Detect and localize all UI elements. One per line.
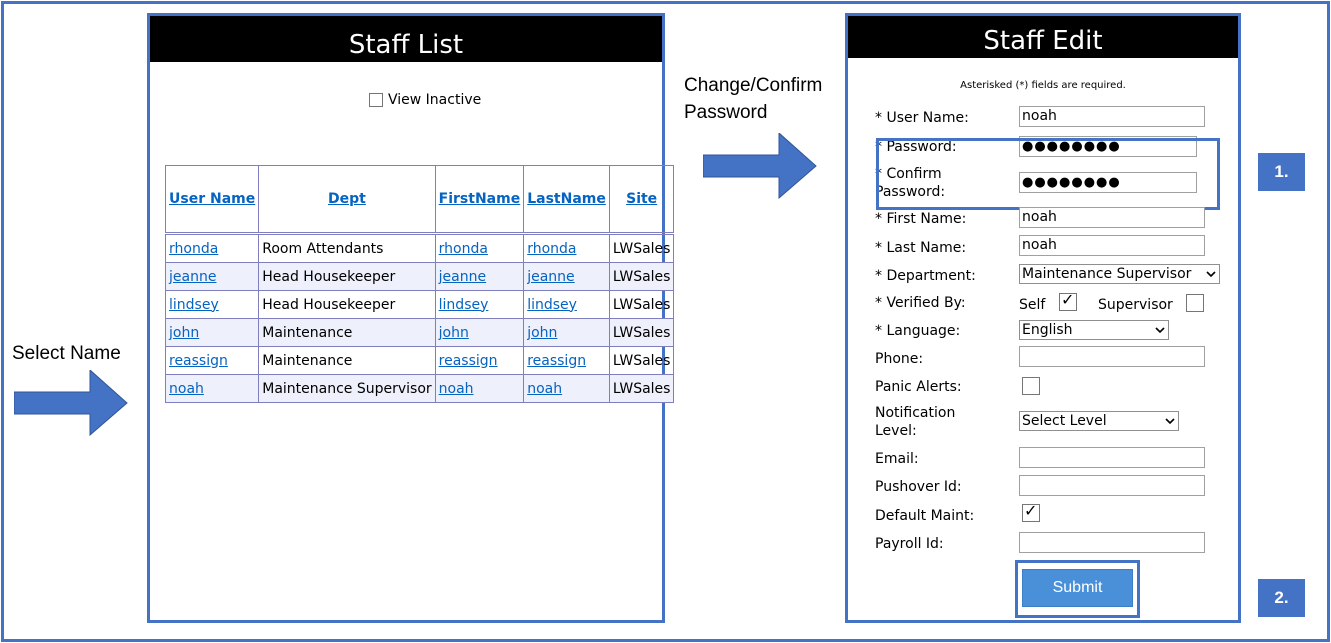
step-badge-2: 2. [1258,579,1305,617]
cell-lastname[interactable]: lindsey [524,291,610,319]
confirm-label-line-1: * Confirm [875,166,942,182]
first-name-label: * First Name: [875,211,967,227]
supervisor-checkbox[interactable] [1186,294,1204,312]
arrow-right-icon [14,370,128,436]
cell-dept: Head Housekeeper [259,291,435,319]
cell-lastname[interactable]: jeanne [524,263,610,291]
notification-label-line-1: Notification [875,405,956,421]
default-maint-label: Default Maint: [875,508,975,524]
self-label: Self [1019,297,1046,313]
submit-highlight-box [1015,560,1140,618]
cell-firstname[interactable]: lindsey [435,291,524,319]
notification-level-select[interactable] [1019,411,1179,431]
user-name-label: * User Name: [875,110,969,126]
cell-dept: Head Housekeeper [259,263,435,291]
cell-site: LWSales [609,319,674,347]
department-label: * Department: [875,268,976,284]
email-label: Email: [875,451,919,467]
confirm-label-line-2: Password: [875,184,946,200]
last-name-input[interactable]: noah [1019,235,1205,256]
verified-by-label: * Verified By: [875,295,966,311]
view-inactive-checkbox[interactable] [369,93,383,107]
first-name-input[interactable]: noah [1019,207,1205,228]
cell-user-name[interactable]: jeanne [166,263,259,291]
select-name-caption: Select Name [12,343,121,364]
cell-lastname[interactable]: reassign [524,347,610,375]
password-input[interactable]: ●●●●●●●● [1019,136,1197,157]
step-badge-1: 1. [1258,153,1305,191]
pushover-id-label: Pushover Id: [875,479,962,495]
notification-level-value: Select Level [1022,413,1107,429]
department-select[interactable] [1019,264,1220,284]
table-row[interactable] [166,234,674,263]
staff-edit-title: Staff Edit [848,16,1238,58]
cell-user-name[interactable]: john [166,319,259,347]
pushover-id-input[interactable] [1019,475,1205,496]
column-header-lastname[interactable]: LastName [524,166,610,234]
cell-site: LWSales [609,291,674,319]
cell-dept: Room Attendants [259,234,435,263]
cell-dept: Maintenance [259,347,435,375]
cell-dept: Maintenance Supervisor [259,375,435,403]
chevron-down-icon [1165,416,1175,426]
cell-site: LWSales [609,347,674,375]
user-name-input[interactable]: noah [1019,106,1205,127]
default-maint-checkbox[interactable] [1022,501,1040,522]
cell-firstname[interactable]: noah [435,375,524,403]
email-input[interactable] [1019,447,1205,468]
notification-level-label [875,404,955,440]
cell-user-name[interactable]: noah [166,375,259,403]
cell-firstname[interactable]: reassign [435,347,524,375]
change-password-caption [684,72,822,126]
arrow-right-icon [703,133,817,199]
notification-label-line-2: Level: [875,423,917,439]
table-row[interactable] [166,347,674,375]
payroll-id-input[interactable] [1019,532,1205,553]
view-inactive-label: View Inactive [388,92,482,108]
password-label: * Password: [875,139,957,155]
phone-input[interactable] [1019,346,1205,367]
cell-site: LWSales [609,263,674,291]
cell-lastname[interactable]: john [524,319,610,347]
language-value: English [1022,322,1073,338]
staff-list-title: Staff List [150,16,662,62]
password-highlight-box [876,138,1220,210]
panic-alerts-label: Panic Alerts: [875,379,962,395]
department-value: Maintenance Supervisor [1022,266,1192,282]
cell-user-name[interactable]: lindsey [166,291,259,319]
confirm-password-input[interactable]: ●●●●●●●● [1019,172,1197,193]
check-icon: ✓ [1061,290,1075,309]
submit-button[interactable]: Submit [1022,569,1133,607]
staff-table [165,165,674,403]
supervisor-label: Supervisor [1098,297,1173,313]
column-header-site[interactable]: Site [609,166,674,234]
cell-user-name[interactable]: reassign [166,347,259,375]
cell-lastname[interactable]: rhonda [524,234,610,263]
cell-firstname[interactable]: john [435,319,524,347]
staff-edit-panel [845,13,1241,623]
cell-site: LWSales [609,234,674,263]
column-header-user-name[interactable]: User Name [166,166,259,234]
panic-alerts-checkbox[interactable] [1022,377,1040,395]
language-label: * Language: [875,323,961,339]
last-name-label: * Last Name: [875,240,967,256]
check-icon: ✓ [1024,501,1038,520]
caption-line-1: Change/Confirm [684,75,823,96]
view-inactive-toggle[interactable] [369,92,481,108]
self-checkbox[interactable] [1059,290,1077,311]
table-row[interactable] [166,263,674,291]
cell-firstname[interactable]: jeanne [435,263,524,291]
column-header-dept[interactable]: Dept [259,166,435,234]
cell-site: LWSales [609,375,674,403]
column-header-firstname[interactable]: FirstName [435,166,524,234]
payroll-id-label: Payroll Id: [875,536,944,552]
cell-dept: Maintenance [259,319,435,347]
required-note: Asterisked (*) fields are required. [960,80,1126,91]
cell-lastname[interactable]: noah [524,375,610,403]
phone-label: Phone: [875,351,924,367]
caption-line-2: Password [684,102,768,123]
chevron-down-icon [1155,325,1165,335]
cell-firstname[interactable]: rhonda [435,234,524,263]
table-row[interactable] [166,291,674,319]
language-select[interactable] [1019,320,1169,340]
table-header-row [166,166,674,234]
chevron-down-icon [1206,269,1216,279]
cell-user-name[interactable]: rhonda [166,234,259,263]
staff-list-panel [147,13,671,623]
table-row[interactable] [166,319,674,347]
table-row[interactable] [166,375,674,403]
